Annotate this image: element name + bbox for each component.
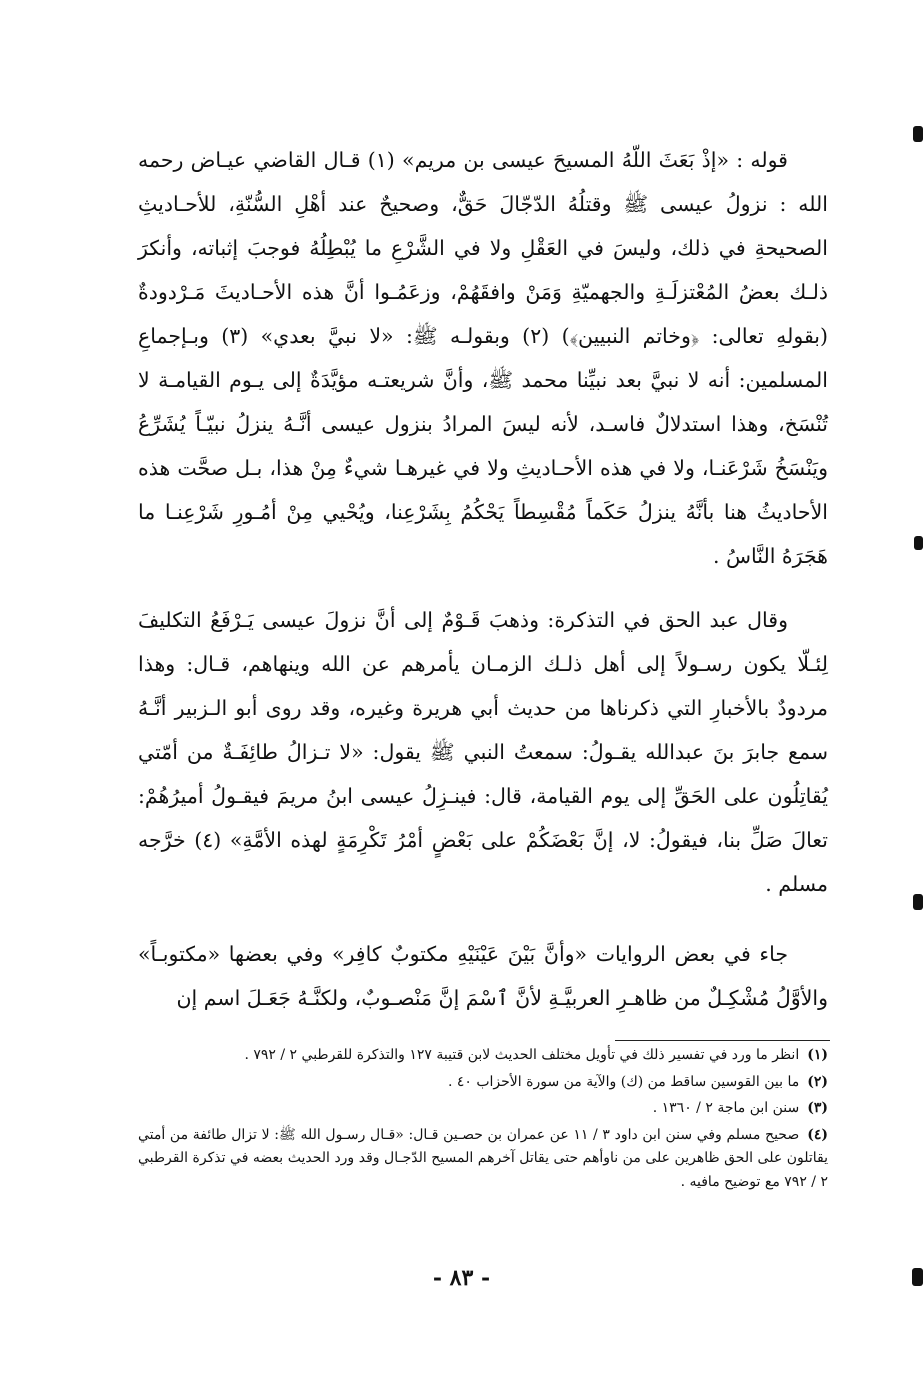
footnote-number: (١): [807, 1047, 828, 1063]
main-text: [138, 138, 828, 1020]
footnote-number: (٤): [807, 1126, 829, 1143]
scan-edge-mark: [913, 126, 923, 142]
footnote-text: ما بين القوسين ساقط من (ك) والآية من سورة الأحزاب ٤٠ .: [447, 1073, 800, 1090]
paragraph-3: جاء في بعض الروايات «وأنَّ بَيْنَ عَيْنَيْهِ مكتوبٌ كافِر» وفي بعضها «مكتوبـاً» والأوَّلُ مُشْكِـلٌ من ظاهـرِ العربيَّـةِ لأنَّ ٱسْمَ إنَّ مَنْصـوبٌ، ولكنَّـهُ جَعَـلَ اسم إن: [138, 942, 828, 1010]
footnote-3: [138, 1097, 828, 1121]
scan-edge-mark: [914, 536, 923, 550]
footnote-text: صحيح مسلم وفي سنن ابن داود ٣ / ١١ عن عمران بن حصـين قـال: «قـال رسـول الله ﷺ: لا تزال طائفة من أمتي يقاتلون على الحق ظاهرين على من ناوأهم حتى يقاتل آخرهم المسيح الدّجـال وقد ورد الحديث بعضه في تذكرة القرطبي ٢ / ٧٩٢ مع توضيح مافيه .: [138, 1126, 828, 1190]
page-number: - ٨٣ -: [432, 1265, 491, 1291]
footnote-text: انظر ما ورد في تفسير ذلك في تأويل مختلف الحديث لابن قتيبة ١٢٧ والتذكرة للقرطبي ٢ / ٧٩٢ .: [244, 1047, 800, 1063]
scan-edge-mark: [913, 894, 923, 910]
footnote-text: سنن ابن ماجة ٢ / ١٣٦٠ .: [652, 1100, 800, 1116]
footnote-4: [138, 1124, 828, 1195]
paragraph-1: قوله : «إذْ بَعَثَ اللّهُ المسيحَ عيسى بن مريم» (١) قـال القاضي عيـاض رحمه الله : نزولُ عيسى ﷺ وقتلُهُ الدّجّالَ حَقٌّ، وصحيحٌ عند أهْلِ السُّنّةِ، للأحـاديثِ الصحيحةِ في ذلك، وليسَ في العَقْلِ ولا في الشَّرْعِ ما يُبْطِلُهُ فوجبَ إثباته، وأنكرَ ذلـك بعضُ المُعْتزلَـةِ والجهميّةِ وَمَنْ وافقَهُمْ، وزعَمُـوا أنَّ هذه الأحـاديثَ مَـرْدودةٌ (بقولهِ تعالى: ﴿وخاتم النبيين﴾) (٢) وبقولـه ﷺ: «لا نبيَّ بعدي» (٣) وبـإجماعِ المسلمين: أنه لا نبيَّ بعد نبيِّنا محمد ﷺ، وأنَّ شريعتـه مؤيَّدَةٌ إلى يـوم القيامـة لا تُنْسَخ، وهذا استدلالٌ فاسـد، لأنه ليسَ المرادُ بنزول عيسى أنَّـهُ ينزلُ نبيّـاً يُشَرِّعُ ويَنْسَخُ شَرْعَنـا، ولا في هذه الأحـاديثِ ولا في غيرهـا شيءٌ مِنْ هذا، بـل صحَّت هذه الأحاديثُ هنا بأنَّهُ ينزلُ حَكَماً مُقْسِطاً يَحْكُمُ بِشَرْعِنا، ويُحْيي مِنْ أمُـورِ شَرْعِنـا ما هَجَرَهُ النَّاسُ .: [138, 148, 829, 568]
scan-edge-mark: [912, 1268, 923, 1286]
footnotes: [138, 1044, 828, 1194]
footnote-number: (٣): [807, 1100, 828, 1116]
footnote-separator: [615, 1040, 830, 1041]
footnote-1: [138, 1044, 828, 1068]
paragraph-2: وقال عبد الحق في التذكرة: وذهبَ قَـوْمٌ إلى أنَّ نزولَ عيسى يَـرْفَعُ التكليفَ لِئـلّا يكون رسـولاً إلى أهل ذلـك الزمـان يأمرهم عن الله وينهاهم، قـال: وهذا مردودٌ بالأخبارِ التي ذكرناها من حديث أبي هريرة وغيره، وقد روى أبو الـزبير أنَّـهُ سمع جابرَ بنَ عبدالله يقـولُ: سمعتُ النبي ﷺ يقول: «لا تـزالُ طائِفَـةٌ من أمّتي يُقاتِلُون على الحَقِّ إلى يوم القيامة، قال: فينـزِلُ عيسى ابنُ مريمَ فيقـولُ أميرُهُمْ: تعالَ صَلِّ بنا، فيقولُ: لا، إنَّ بَعْضَكُمْ على بَعْضٍ أمْرُ تَكْرِمَةٍ لهذه الأمَّةِ» (٤) خرَّجه مسلم .: [138, 608, 828, 896]
footnote-number: (٢): [807, 1073, 828, 1090]
footnote-2: [138, 1071, 828, 1095]
